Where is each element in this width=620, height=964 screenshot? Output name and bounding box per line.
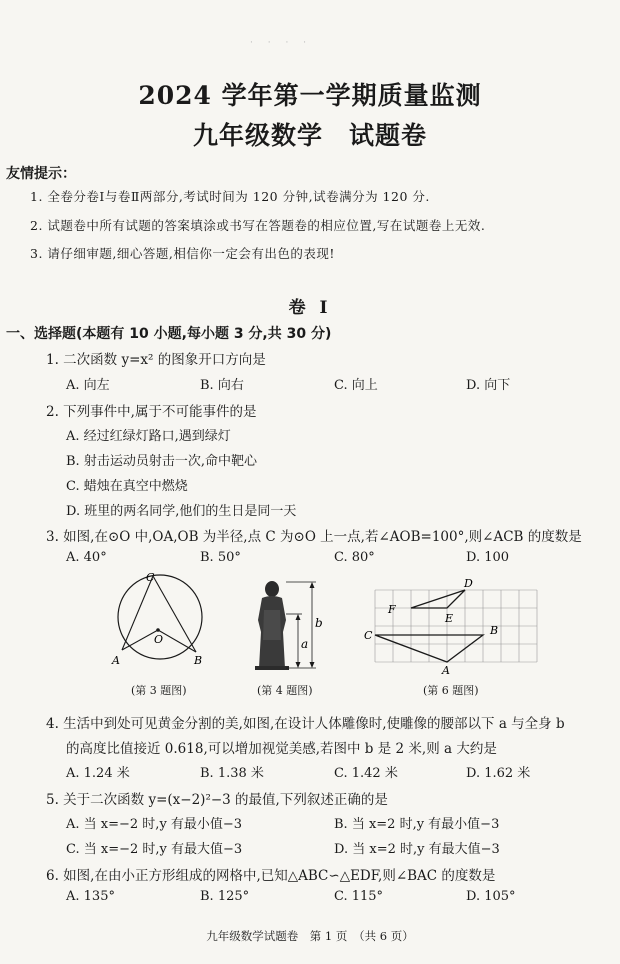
fig4-label-a: a bbox=[301, 637, 309, 651]
section-title: 一、选择题(本题有 10 小题,每小题 3 分,共 30 分) bbox=[6, 326, 332, 342]
q6-option-b: B. 125° bbox=[200, 889, 250, 904]
q5-option-d: D. 当 x=2 时,y 有最大值−3 bbox=[334, 842, 500, 857]
fig6-label-e: E bbox=[445, 612, 454, 625]
q6-option-c: C. 115° bbox=[334, 889, 384, 904]
q5-option-c: C. 当 x=−2 时,y 有最大值−3 bbox=[66, 842, 243, 857]
question-4-stem-line2: 的高度比值接近 0.618,可以增加视觉美感,若图中 b 是 2 米,则 a 大约是 bbox=[66, 741, 497, 757]
page-footer: 九年级数学试题卷 第 1 页 （共 6 页） bbox=[206, 929, 414, 943]
q4-option-a: A. 1.24 米 bbox=[66, 766, 130, 781]
exam-title: 2024 学年第一学期质量监测 bbox=[138, 81, 482, 110]
volume-label: 卷 Ⅰ bbox=[288, 298, 332, 318]
q2-option-d: D. 班里的两名同学,他们的生日是同一天 bbox=[66, 504, 297, 519]
fig3-label-a: A bbox=[112, 654, 120, 667]
question-3-stem: 3. 如图,在⊙O 中,OA,OB 为半径,点 C 为⊙O 上一点,若∠AOB=100°,则∠ACB 的度数是 bbox=[46, 529, 582, 545]
q4-option-b: B. 1.38 米 bbox=[200, 766, 264, 781]
q1-option-c: C. 向上 bbox=[334, 378, 378, 393]
q5-option-b: B. 当 x=2 时,y 有最小值−3 bbox=[334, 817, 500, 832]
q6-option-d: D. 105° bbox=[466, 889, 516, 904]
fig3-label-b: B bbox=[194, 654, 203, 667]
fig6-label-d: D bbox=[464, 577, 473, 590]
fig3-label-o: O bbox=[154, 633, 164, 646]
tip-item: 3. 请仔细审题,细心答题,相信你一定会有出色的表现! bbox=[30, 246, 335, 261]
q3-option-d: D. 100 bbox=[466, 550, 510, 565]
q4-option-c: C. 1.42 米 bbox=[334, 766, 398, 781]
q2-option-b: B. 射击运动员射击一次,命中靶心 bbox=[66, 454, 257, 469]
fig6-label-c: C bbox=[364, 629, 373, 642]
q2-option-a: A. 经过红绿灯路口,遇到绿灯 bbox=[66, 429, 231, 444]
q5-option-a: A. 当 x=−2 时,y 有最小值−3 bbox=[66, 817, 243, 832]
question-1-stem: 1. 二次函数 y=x² 的图象开口方向是 bbox=[46, 352, 266, 368]
tips-heading: 友情提示： bbox=[6, 166, 76, 182]
fig4-label-b: b bbox=[315, 616, 323, 630]
figure-6-caption: (第 6 题图) bbox=[423, 684, 479, 697]
fig6-label-b: B bbox=[490, 624, 499, 637]
tip-item: 1. 全卷分卷Ⅰ与卷Ⅱ两部分,考试时间为 120 分钟,试卷满分为 120 分. bbox=[30, 189, 430, 204]
question-4-stem: 4. 生活中到处可见黄金分割的美,如图,在设计人体雕像时,使雕像的腰部以下 a 与全身 b bbox=[46, 716, 565, 732]
tip-item: 2. 试题卷中所有试题的答案填涂或书写在答题卷的相应位置,写在试题卷上无效. bbox=[30, 218, 486, 233]
question-5-stem: 5. 关于二次函数 y=(x−2)²−3 的最值,下列叙述正确的是 bbox=[46, 792, 388, 808]
q1-option-b: B. 向右 bbox=[200, 378, 244, 393]
fig6-label-a: A bbox=[442, 664, 450, 676]
figure-4-statue bbox=[250, 580, 330, 672]
q3-option-b: B. 50° bbox=[200, 550, 241, 565]
q1-option-d: D. 向下 bbox=[466, 378, 511, 393]
fig6-label-f: F bbox=[388, 603, 396, 616]
q3-option-a: A. 40° bbox=[66, 550, 107, 565]
faint-header-mark: · · · · bbox=[250, 38, 313, 48]
exam-subtitle: 九年级数学 试题卷 bbox=[192, 121, 427, 150]
question-2-stem: 2. 下列事件中,属于不可能事件的是 bbox=[46, 404, 257, 420]
fig3-label-c: C bbox=[146, 572, 155, 584]
figure-3-circle bbox=[108, 572, 218, 672]
q6-option-a: A. 135° bbox=[66, 889, 115, 904]
figure-6-grid bbox=[360, 576, 550, 676]
q2-option-c: C. 蜡烛在真空中燃烧 bbox=[66, 479, 188, 494]
figure-3-caption: (第 3 题图) bbox=[131, 684, 187, 697]
q1-option-a: A. 向左 bbox=[66, 378, 110, 393]
q3-option-c: C. 80° bbox=[334, 550, 375, 565]
question-6-stem: 6. 如图,在由小正方形组成的网格中,已知△ABC∽△EDF,则∠BAC 的度数是 bbox=[46, 868, 496, 884]
figure-4-caption: (第 4 题图) bbox=[257, 684, 313, 697]
q4-option-d: D. 1.62 米 bbox=[466, 766, 531, 781]
